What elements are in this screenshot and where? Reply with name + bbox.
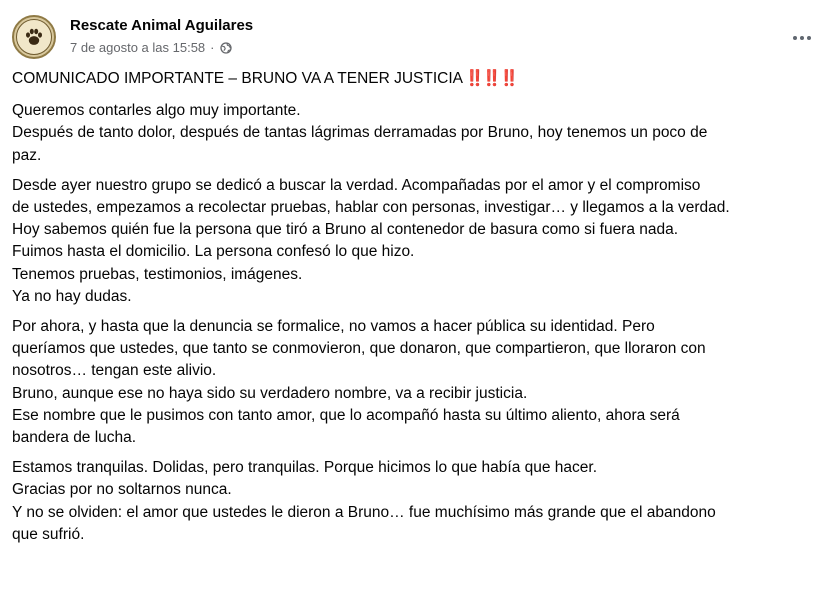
post-text-line: Hoy sabemos quién fue la persona que tiró a Bruno al contenedor de basura como si fuera nada. — [12, 221, 679, 239]
post-title-line — [12, 68, 824, 90]
post-text-line: Bruno, aunque ese no haya sido su verdadero nombre, va a recibir justicia. — [12, 384, 528, 402]
post-text-line: Fuimos hasta el domicilio. La persona confesó lo que hizo. — [12, 243, 415, 261]
post-paragraph — [12, 457, 824, 546]
post-text-line: Ese nombre que le pusimos con tanto amor, que lo acompañó hasta su último aliento, ahora será — [12, 406, 680, 424]
post-text-line: de ustedes, empezamos a recolectar pruebas, hablar con personas, investigar… y llegamos a la verdad. — [12, 199, 730, 217]
post-body — [12, 68, 824, 554]
post-text-line: COMUNICADO IMPORTANTE – BRUNO VA A TENER JUSTICIA — [12, 70, 464, 87]
post-header — [12, 12, 820, 62]
post-paragraph — [12, 316, 824, 449]
meta-separator: · — [210, 40, 215, 55]
post-text-line: Gracias por no soltarnos nunca. — [12, 481, 232, 499]
post-text-line: Estamos tranquilas. Dolidas, pero tranquilas. Porque hicimos lo que había que hacer. — [12, 459, 598, 477]
post-text-line: queríamos que ustedes, que tanto se conmovieron, que donaron, que compartieron, que lloraron con — [12, 340, 706, 358]
double-exclamation-emoji: ‼️‼️‼️ — [465, 70, 517, 87]
post-text-line: Tenemos pruebas, testimonios, imágenes. — [12, 265, 303, 283]
post-text-line: Y no se olviden: el amor que ustedes le dieron a Bruno… fue muchísimo más grande que el abandono — [12, 503, 716, 521]
post-meta — [70, 40, 232, 56]
post-text-line: que sufrió. — [12, 525, 85, 543]
post-timestamp[interactable]: 7 de agosto a las 15:58 — [70, 40, 206, 55]
post-paragraph — [12, 100, 824, 167]
post-text-line: Por ahora, y hasta que la denuncia se formalice, no vamos a hacer pública su identidad. Pero — [12, 318, 655, 336]
post-paragraph — [12, 175, 824, 308]
post-text-line: paz. — [12, 146, 42, 164]
more-options-icon[interactable] — [784, 20, 820, 56]
post-text-line: bandera de lucha. — [12, 429, 137, 447]
globe-icon[interactable] — [220, 42, 232, 54]
post-text-line: Desde ayer nuestro grupo se dedicó a buscar la verdad. Acompañadas por el amor y el compromiso — [12, 176, 701, 194]
page-avatar[interactable] — [12, 15, 56, 59]
post-text-line: Después de tanto dolor, después de tantas lágrimas derramadas por Bruno, hoy tenemos un poco de — [12, 124, 708, 142]
post-text-line: Ya no hay dudas. — [12, 287, 132, 305]
post-paragraph — [12, 68, 824, 90]
page-name[interactable]: Rescate Animal Aguilares — [70, 17, 254, 34]
post-text-line: nosotros… tengan este alivio. — [12, 362, 217, 380]
paw-print-icon — [16, 19, 52, 55]
post-text-line: Queremos contarles algo muy importante. — [12, 102, 301, 120]
